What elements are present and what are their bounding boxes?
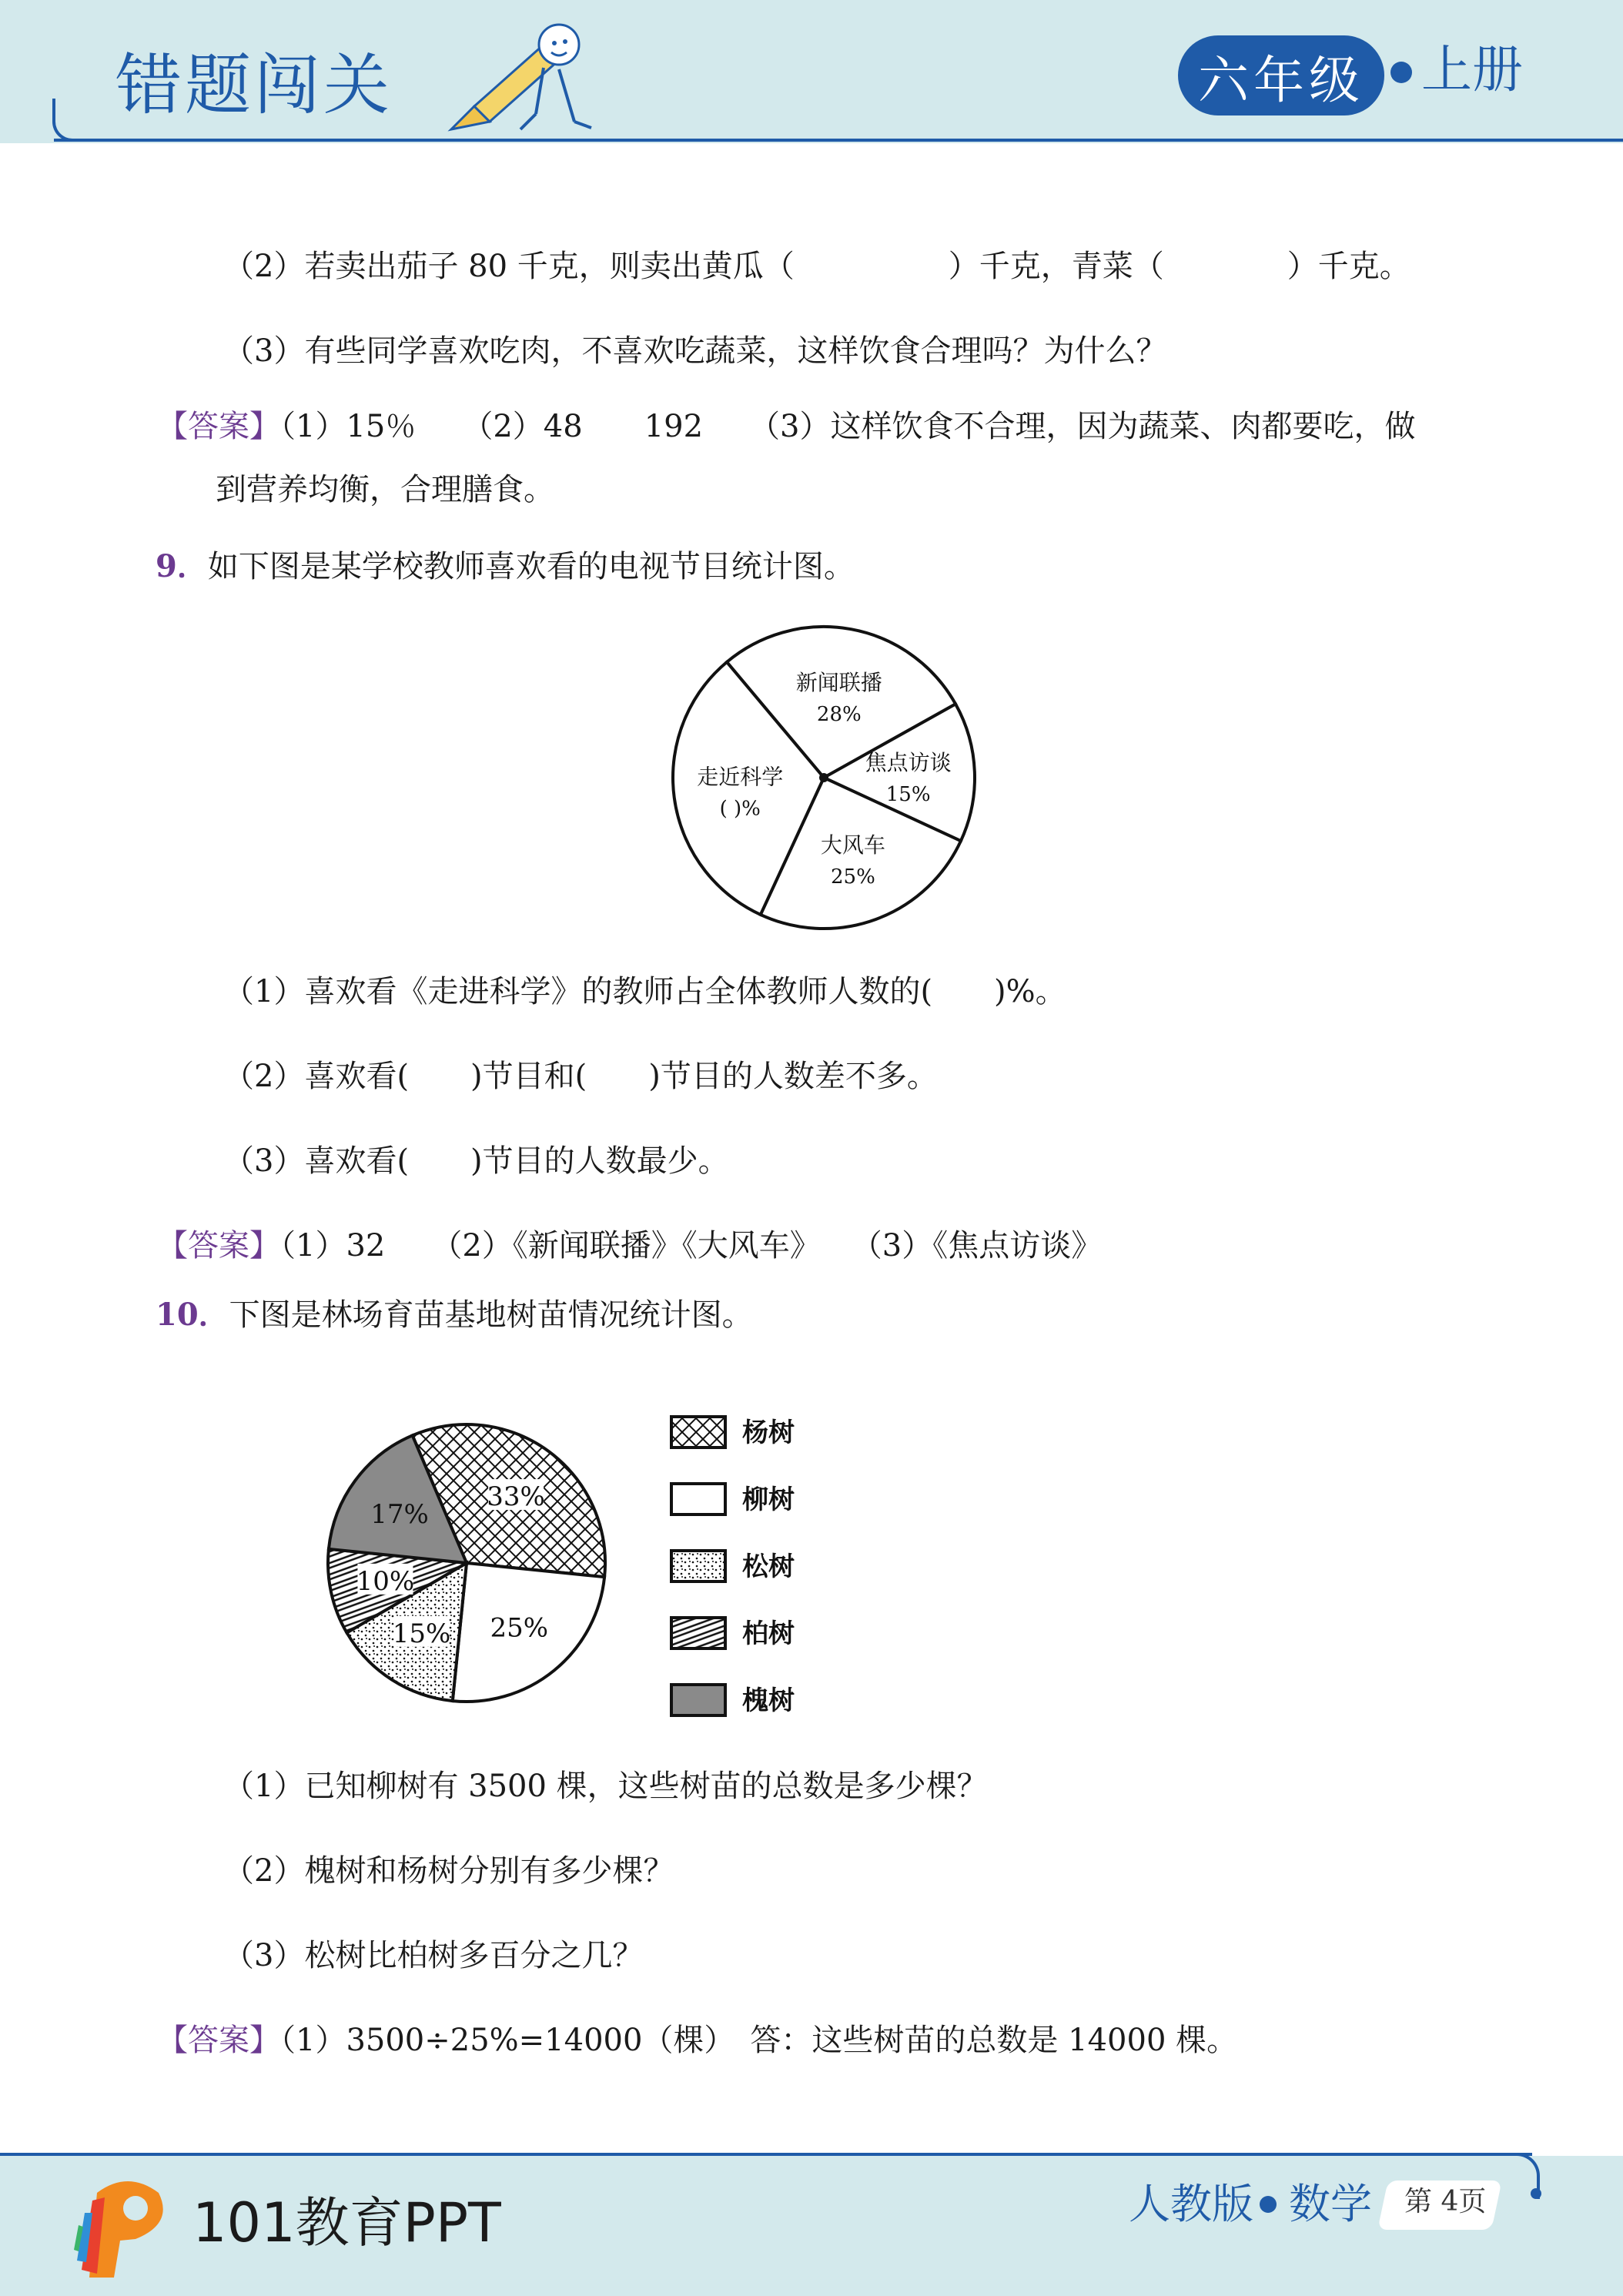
subject-label: 数学	[1289, 2180, 1372, 2228]
legend-label: 柳树	[742, 1484, 795, 1515]
slice-value-label: 17%	[370, 1498, 429, 1530]
publisher-label: 人教版	[1129, 2180, 1253, 2228]
legend-swatch	[671, 1685, 725, 1715]
answer-tag: 【答案】	[157, 409, 280, 444]
q9-text: 如下图是某学校教师喜欢看的电视节目统计图。	[207, 549, 855, 584]
q9-answer	[157, 1227, 1102, 1264]
legend-label: 柏树	[742, 1618, 795, 1649]
q8-answer-line-2: 到营养均衡，合理膳食。	[216, 472, 554, 507]
q10-text: 下图是林场育苗基地树苗情况统计图。	[229, 1297, 753, 1333]
slice-category-label: 走近科学	[697, 764, 784, 790]
q8-part-3: （3）有些同学喜欢吃肉，不喜欢吃蔬菜，这样饮食合理吗？为什么？	[223, 333, 1167, 369]
q9-answer-text: （1）32 （2）《新闻联播》《大风车》 （3）《焦点访谈》	[280, 1228, 1103, 1263]
legend-swatch	[671, 1417, 725, 1448]
q8-answer-line-1: （1）15％ （2）48 192 （3）这样饮食不合理，因为蔬菜、肉都要吃，做	[280, 409, 1416, 444]
legend-swatch	[671, 1551, 725, 1581]
q10-part-3: （3）松树比柏树多百分之几？	[223, 1938, 644, 1973]
slice-value-label: 28%	[816, 703, 862, 727]
101-logo-icon	[74, 2170, 182, 2285]
header-rule	[54, 139, 1623, 142]
legend-swatch	[671, 1618, 725, 1648]
tv-program-pie-chart	[662, 616, 986, 939]
slice-category-label: 焦点访谈	[865, 749, 952, 775]
q10-part-2: （2）槐树和杨树分别有多少棵？	[223, 1853, 674, 1889]
slice-value-label: 10%	[356, 1565, 415, 1597]
answer-tag: 【答案】	[157, 1228, 280, 1263]
q8-part-2: （2）若卖出茄子 80 千克，则卖出黄瓜（ ）千克，青菜（ ）千克。	[223, 249, 1411, 284]
legend-swatch	[671, 1484, 725, 1514]
grade-badge: 六年级	[1178, 35, 1384, 115]
page-number: 第 4页	[1404, 2186, 1487, 2217]
q9-part-1: （1）喜欢看《走进科学》的教师占全体教师人数的( )%。	[223, 974, 1066, 1009]
slice-category-label: 大风车	[820, 832, 885, 858]
question-9	[156, 548, 855, 585]
tree-seedling-pie-chart	[322, 1391, 870, 1737]
pencil-mascot-icon	[443, 14, 597, 137]
q9-part-3: （3）喜欢看( )节目的人数最少。	[223, 1143, 729, 1179]
logo-text: 101教育PPT	[192, 2191, 501, 2254]
q10-answer-text: （1）3500÷25%=14000（棵） 答：这些树苗的总数是 14000 棵。	[280, 2023, 1238, 2058]
pie-center-dot	[819, 773, 828, 782]
volume-label: 上册	[1421, 40, 1523, 99]
footer-rule	[0, 2153, 1532, 2156]
q10-part-1: （1）已知柳树有 3500 棵，这些树苗的总数是多少棵？	[223, 1769, 988, 1804]
slice-value-label: 25%	[490, 1612, 549, 1644]
answer-tag: 【答案】	[157, 2023, 280, 2058]
slice-value-label: 25%	[831, 865, 875, 889]
header-dot	[1390, 62, 1412, 83]
question-10	[156, 1297, 753, 1334]
legend-label: 槐树	[742, 1685, 795, 1716]
slice-value-label: 33%	[487, 1481, 545, 1513]
legend-label: 松树	[742, 1551, 795, 1582]
footer-dot	[1260, 2196, 1277, 2213]
header-title: 错题闯关	[115, 47, 393, 124]
legend-label: 杨树	[742, 1417, 795, 1448]
slice-category-label: 新闻联播	[795, 670, 882, 696]
q8-answer	[157, 408, 1416, 445]
question-number: 10．	[156, 1297, 229, 1333]
slice-value-label: 15%	[885, 782, 931, 806]
slice-value-label: ( )%	[719, 797, 761, 821]
slice-value-label: 15%	[392, 1618, 451, 1649]
q10-answer	[157, 2022, 1237, 2059]
footer-rule-dot	[1531, 2188, 1541, 2199]
q9-part-2: （2）喜欢看( )节目和( )节目的人数差不多。	[223, 1059, 938, 1094]
question-number: 9．	[156, 548, 208, 584]
